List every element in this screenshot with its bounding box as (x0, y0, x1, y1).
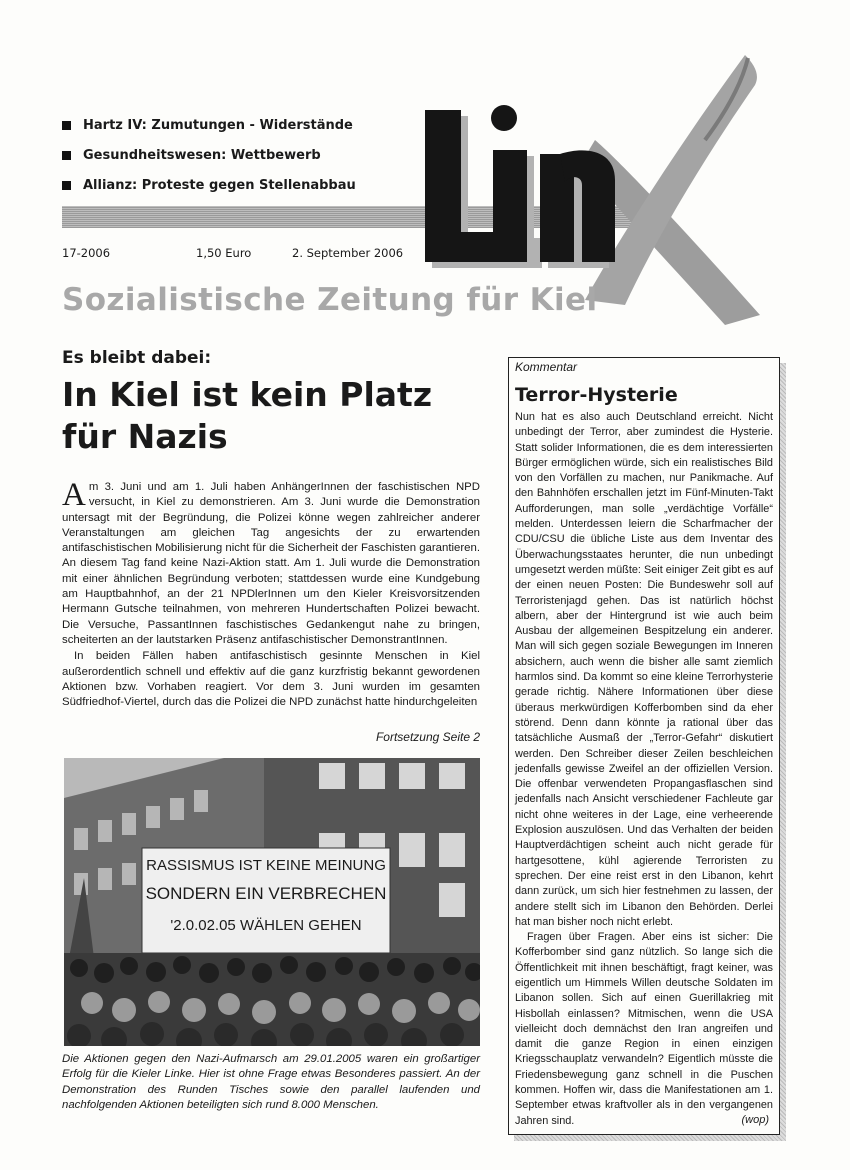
comment-author: (wop) (741, 1114, 769, 1126)
comment-label: Kommentar (515, 360, 578, 374)
price: 1,50 Euro (196, 246, 252, 260)
topic-item: Gesundheitswesen: Wettbewerb (62, 140, 356, 170)
banner-line-1: RASSISMUS IST KEINE MEINUNG (146, 857, 386, 874)
article-body (62, 477, 480, 711)
issue-date: 2. September 2006 (292, 246, 404, 260)
demonstration-photo (64, 758, 480, 1046)
comment-content (509, 358, 779, 1134)
continued-note: Fortsetzung Seite 2 (375, 730, 480, 744)
photo-caption: Die Aktionen gegen den Nazi-Aufmarsch am 29.01.2005 waren ein großartiger Erfolg für die Kieler Linke. Hier ist ohne Frage etwas Besonderes passiert. An der Demonstration des Runden Tisches sowie den parallel laufenden und nachfolgenden Aktionen beteiligten sich rund 8.000 Menschen. (62, 1053, 480, 1111)
issue-number: 17-2006 (62, 246, 111, 260)
article-kicker: Es bleibt dabei: (62, 348, 212, 368)
topic-item: Allianz: Proteste gegen Stellenabbau (62, 170, 356, 200)
topic-item: Hartz IV: Zumutungen - Widerstände (62, 110, 356, 140)
comment-paragraph: Nun hat es also auch Deutschland erreicht. Nicht unbedingt der Terror, aber zumindest die Hysterie. Statt solider Informationen, die es dem interessierten Bürger ermöglichen würde, sich ein realistisches Bild von den Vorfällen zu machen, nur Panikmache. Auf den Bahnhöfen erschallen jetzt im Fünf-Minuten-Takt Aufforderungen, man solle „verdächtige Vorfälle“ melden. Unterdessen leiern die Scharfmacher der CDU/CSU die übliche Liste aus dem Inventar des Überwachungsstaates herunter, die nun unbedingt umgesetzt werden müßte: Seit einiger Zeit gibt es auf der einen neuen Posten: Die Bundeswehr soll auf Terroristenjagd gehen. Das ist natürlich höchst albern, aber der Hintergrund ist wie auch beim Ausbau der allgemeinen Bespitzelung ein anderer. Man will sich gegen soziale Bewegungen im Inneren absichern, auch wenn die bisher alle samt ziemlich harmlos sind. Da kommt so eine kleine Terrorhysterie gerade richtig. Nähere Informationen über diese überaus merkwürdigen Kofferbomben sind da eher störend. Denn dann könnte ja rational über das tatsächliche Ausmaß der „Terror-Gefahr“ diskutiert werden. Den Schreiber dieser Zeilen beschleichen jedenfalls gewisse Zweifel an der offiziellen Version. Die offenbar verwendeten Propangasflaschen sind jedenfalls nach Ansicht verschiedener Fachleute gar nicht ohne weiteres in der Lage, eine verheerende Explosion auszulösen. Und das Verhalten der beiden Hauptverdächtigen scheint auch nicht gerade für hartgesottene, kühl agierende Terroristen zu sprechen. Der eine reist erst in den Libanon, kehrt dann zurück, um sich hier festnehmen zu lassen, der andere stellt sich im Libanon den Behörden. Derlei hat man bisher noch nicht erlebt. (515, 411, 773, 928)
topic-list (62, 110, 356, 200)
article-paragraph: Am 3. Juni und am 1. Juli haben AnhängerInnen der faschistischen NPD versucht, in Kiel zu demonstrieren. Am 3. Juni wurde die Demonstration untersagt mit der Begründung, die Polizei könne wegen zahlreicher anderer Veranstaltungen am gleichen Tag angesichts der zu erwartenden antifaschistischen Mobilisierung nicht für die Sicherheit der Faschisten garantieren. An diesem Tag fand keine Nazi-Aktion statt. Am 1. Juli wurde die Demonstration mit einer ähnlichen Begründung verboten; stattdessen wurde eine Kundgebung am Hauptbahnhof, an der 21 NPDlerInnen um den Kieler Kreisvorsitzenden Hermann Gutsche teilnahmen, von mehreren Hundertschaften Polizei bewacht. Die Versuche, PassantInnen faschistisches Gedankengut nahe zu bringen, scheiterten an der lautstarken Präsenz antifaschistischer DemonstrantInnen. (62, 477, 480, 646)
bullet-square-icon (62, 121, 71, 130)
comment-title: Terror-Hysterie (515, 384, 678, 406)
comment-box (508, 357, 780, 1135)
comment-body (515, 410, 773, 1129)
comment-paragraph: Fragen über Fragen. Aber eins ist sicher: Die Kofferbomber sind ganz nützlich. So lange sich die Öffentlichkeit mit ihnen beschäftigt, fragt keiner, was eigentlich um Himmels Willen deutsche Soldaten im Libanon sollen. Sich auf einen Guerillakrieg mit Hisbollah einlassen? Mitmischen, wenn die USA vielleicht doch demnächst den Iran angreifen und damit die ganze Region in einen einzigen Kriegsschauplatz verwandeln? Eigentlich müsste die Friedensbewegung ganz schnell in die Puschen kommen. Hoffen wir, dass die Manifestationen am 1. September etwas kraftvoller als in den vergangenen Jahren sind. (515, 931, 773, 1127)
banner-line-3: '2.0.02.05 WÄHLEN GEHEN (170, 917, 362, 934)
banner-line-2: SONDERN EIN VERBRECHEN (145, 884, 387, 903)
article-headline: In Kiel ist kein Platz für Nazis (62, 375, 433, 456)
bullet-square-icon (62, 181, 71, 190)
bullet-square-icon (62, 151, 71, 160)
drop-cap: A (62, 477, 86, 513)
article-paragraph: In beiden Fällen haben antifaschistisch gesinnte Menschen in Kiel außerordentlich schnell und effektiv auf die ganz kurzfristig bekannt gewordenen Aktionen bzw. Vorhaben reagiert. Vor dem 3. Juni wurden im gesamten Südfriedhof-Viertel, durch das die Polizei die NPD zunächst hatte hindurchgeleiten (62, 650, 480, 709)
newspaper-subtitle: Sozialistische Zeitung für Kiel (62, 282, 598, 318)
